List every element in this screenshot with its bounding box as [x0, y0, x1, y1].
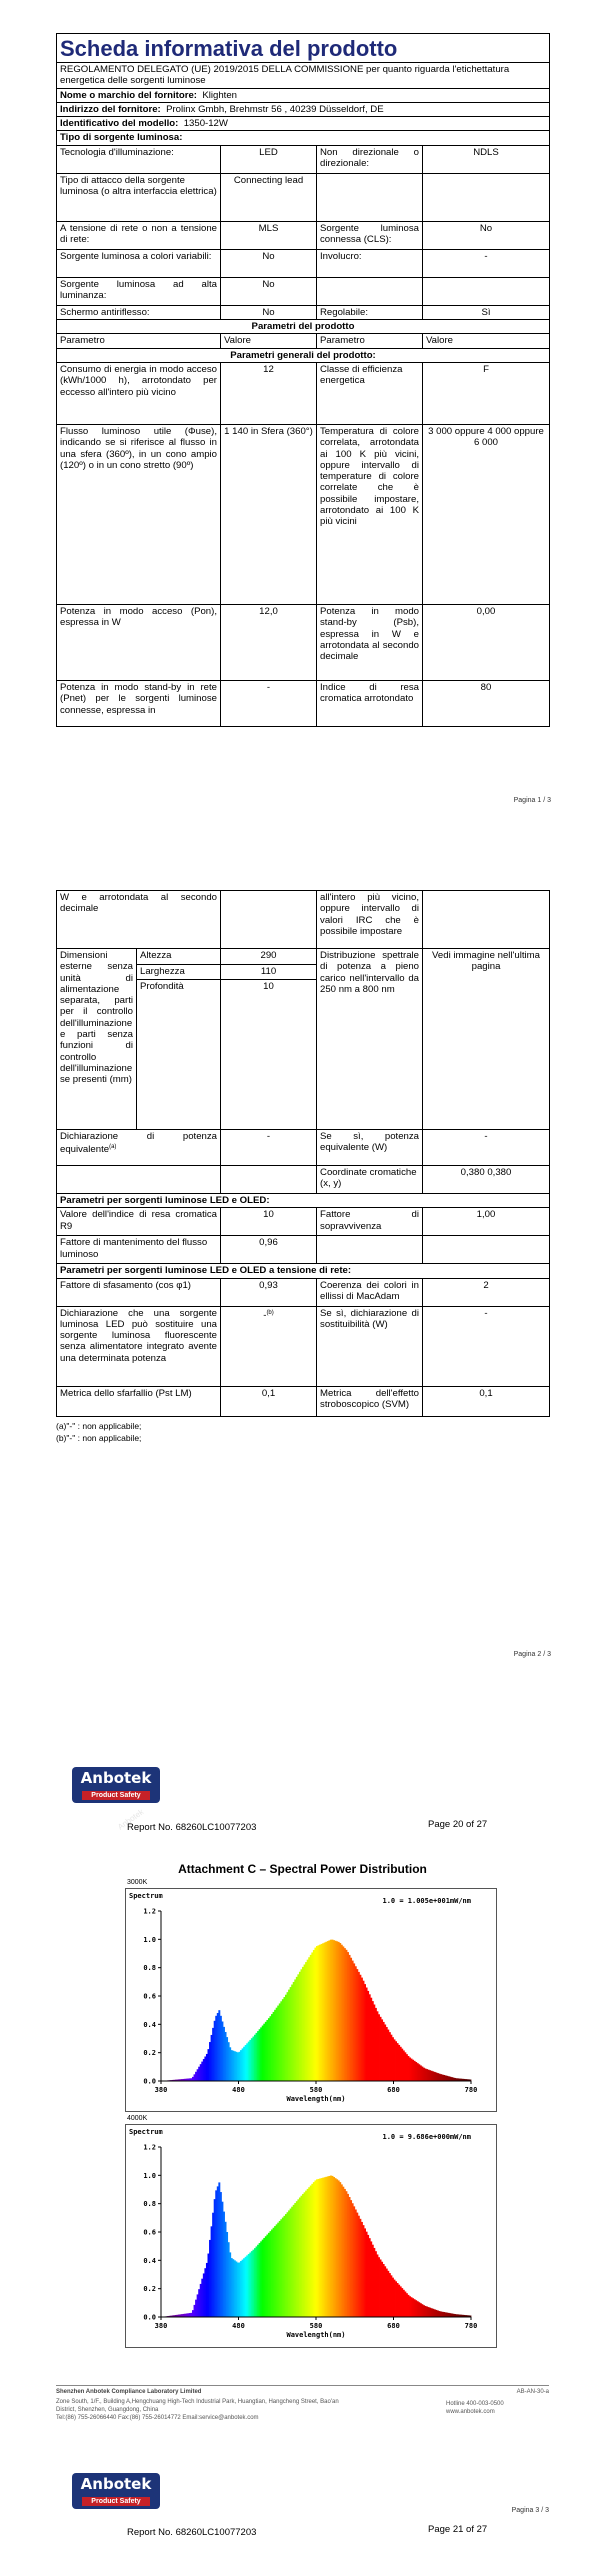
x-tick-label: 780 [464, 2086, 478, 2094]
r9-label: Valore dell'indice di resa cromatica R9 [57, 1208, 221, 1236]
logo-name-2: Anbotek [80, 2475, 152, 2493]
pnet-label: Potenza in modo stand-by in rete (Pnet) per le sorgenti luminose connesse, espressa in [57, 680, 221, 726]
y-tick-label: 0.4 [143, 2020, 156, 2029]
maintenance-value: 0,96 [221, 1236, 317, 1264]
antiglare-value: No [221, 305, 317, 319]
width-label: Larghezza [137, 964, 221, 980]
chroma-label: Coordinate cromatiche (x, y) [317, 1166, 423, 1194]
anbotek-logo [72, 1767, 160, 1803]
x-tick-label: 680 [387, 2086, 400, 2094]
footer-divider [56, 2385, 549, 2386]
spd-value: Vedi immagine nell'ultima pagina [423, 949, 550, 1130]
y-tick-label: 0.8 [143, 2200, 156, 2209]
cap-value: Connecting lead [221, 173, 317, 221]
colour-label: Sorgente luminosa a colori variabili: [57, 249, 221, 277]
x-axis-label: Wavelength(nm) [286, 2095, 346, 2103]
equivalent-power-value: - [221, 1130, 317, 1166]
logo-sub: Product Safety [82, 1791, 150, 1800]
page-title: Scheda informativa del prodotto [57, 34, 550, 63]
cri-label: Indice di resa cromatica arrotondato [317, 680, 423, 726]
doc-page-2 [0, 880, 603, 1680]
pnet-label-continued: W e arrotondata al secondo decimale [57, 891, 221, 949]
connected-value: No [423, 221, 550, 249]
lab-code: AB-AN-30-a [516, 2389, 549, 2395]
col-value-1: Valore [221, 334, 317, 348]
envelope-value: - [423, 249, 550, 277]
x-tick-label: 680 [387, 2322, 400, 2330]
address-row [57, 102, 550, 116]
page-number-1: Pagina 1 / 3 [513, 797, 551, 804]
watermark: Anbotek [116, 1807, 146, 1832]
mains-value: MLS [221, 221, 317, 249]
scale-note: 1.0 = 1.005e+001mW/nm [382, 1897, 471, 1905]
envelope-label: Involucro: [317, 249, 423, 277]
chart-2-label: 4000K [127, 2115, 148, 2122]
stroboscopic-value: 0,1 [423, 1386, 550, 1416]
antiglare-label: Schermo antiriflesso: [57, 305, 221, 319]
equivalent-power-text: Dichiarazione di potenza equivalente [60, 1131, 218, 1156]
dimmable-value: Sì [423, 305, 550, 319]
led-mains-params-heading: Parametri per sorgenti luminose LED e OLED a tensione di rete: [57, 1264, 550, 1278]
depth-label: Profondità [137, 980, 221, 1130]
footnote-b: (b)"-" : non applicabile; [56, 1432, 142, 1443]
dimensions-label: Dimensioni esterne senza unità di alimentazione separata, parti per il controllo dell'illuminazione e parti senza funzioni di controllo dell'illuminazione se presenti (mm) [57, 949, 137, 1130]
power-factor-value: 0,93 [221, 1278, 317, 1306]
cri-label-continued: all'intero più vicino, oppure intervallo di valori IRC che è possibile impostare [317, 891, 423, 949]
cct-label: Temperatura di colore correlata, arrotondata ai 100 K più vicini, oppure intervallo di temperature di colore correlate che è possibile impostare, arrotondato ai 100 K più vicini [317, 424, 423, 604]
flux-value: 1 140 in Sfera (360°) [221, 424, 317, 604]
tech-value: LED [221, 145, 317, 173]
flicker-value: 0,1 [221, 1386, 317, 1416]
mains-label: A tensione di rete o non a tensione di rete: [57, 221, 221, 249]
page-number-2: Pagina 2 / 3 [513, 1651, 551, 1658]
params-heading: Parametri del prodotto [57, 320, 550, 334]
product-sheet-part-2 [56, 890, 549, 1444]
product-info-table [56, 33, 550, 727]
scale-note: 1.0 = 9.686e+000mW/nm [382, 2133, 471, 2141]
x-tick-label: 480 [232, 2086, 245, 2094]
x-tick-label: 580 [309, 2086, 323, 2094]
lab-address: Zone South, 1/F., Building A,Hengchuang High-Tech Industrial Park, Huangtian, Hangcheng Street, Bao'an District, Shenzhen, Guangdong, China [56, 2399, 339, 2413]
x-tick-label: 380 [154, 2086, 168, 2094]
macadam-value: 2 [423, 1278, 550, 1306]
col-param-2: Parametro [317, 334, 423, 348]
macadam-label: Coerenza dei colori in ellissi di MacAdam [317, 1278, 423, 1306]
tech-label: Tecnologia d'illuminazione: [57, 145, 221, 173]
col-value-2: Valore [423, 334, 550, 348]
class-label: Classe di efficienza energetica [317, 362, 423, 424]
x-tick-label: 480 [232, 2322, 245, 2330]
supplier-label: Nome o marchio del fornitore: [60, 89, 197, 101]
high-luminance-value: No [221, 277, 317, 305]
page-number-3: Pagina 3 / 3 [511, 2507, 549, 2514]
product-sheet-part-1 [56, 33, 549, 727]
lab-contact: Tel:(86) 755-26066440 Fax:(86) 755-26014772 Email:service@anbotek.com [56, 2415, 259, 2421]
depth-value: 10 [221, 980, 317, 1130]
hotline: Hotline 400-003-0500 www.anbotek.com [446, 2401, 504, 2415]
spectrum-svg-3000k [126, 1889, 496, 2111]
pnet-value: - [221, 680, 317, 726]
footnote-a: (a)"-" : non applicabile; [56, 1420, 142, 1431]
address-value: Prolinx Gmbh, Brehmstr 56 , 40239 Düsseldorf, DE [166, 103, 384, 115]
high-luminance-label: Sorgente luminosa ad alta luminanza: [57, 277, 221, 305]
y-tick-label: 0.6 [143, 2228, 156, 2237]
logo-sub-2: Product Safety [82, 2497, 150, 2506]
led-params-heading: Parametri per sorgenti luminose LED e OLED: [57, 1194, 550, 1208]
supplier-row [57, 88, 550, 102]
replacement-value-text: - [263, 1309, 267, 1321]
nondir-label: Non direzionale o direzionale: [317, 145, 423, 173]
dimmable-label: Regolabile: [317, 305, 423, 319]
x-tick-label: 780 [464, 2322, 478, 2330]
spectrum-svg-4000k [126, 2125, 496, 2347]
replacement-value: -$^{(b)}$ [221, 1306, 317, 1386]
spectrum-chart-3000k [125, 1888, 497, 2112]
test-report [56, 1695, 549, 2560]
lab-name: Shenzhen Anbotek Compliance Laboratory Limited [56, 2389, 202, 2395]
flux-label: Flusso luminoso utile (Φuse), indicando se si riferisce al flusso in una sfera (360º), in un cono ampio (120º) o in un cono stretto (90º) [57, 424, 221, 604]
power-factor-label: Fattore di sfasamento (cos φ1) [57, 1278, 221, 1306]
replacement-w-value: - [423, 1306, 550, 1386]
chart-1-label: 3000K [127, 1879, 148, 1886]
y-tick-label: 0.6 [143, 1992, 156, 2001]
colour-value: No [221, 249, 317, 277]
replacement-w-label: Se sì, dichiarazione di sostituibilità (W) [317, 1306, 423, 1386]
model-value: 1350-12W [183, 118, 228, 130]
model-label: Identificativo del modello: [60, 118, 179, 130]
cct-value: 3 000 oppure 4 000 oppure 6 000 [423, 424, 550, 604]
y-tick-label: 0.8 [143, 1964, 156, 1973]
doc-page-1 [0, 0, 603, 820]
pon-label: Potenza in modo acceso (Pon), espressa in W [57, 604, 221, 680]
product-info-table-continued [56, 890, 550, 1417]
y-tick-label: 0.0 [143, 2077, 156, 2086]
stroboscopic-label: Metrica dell'effetto stroboscopico (SVM) [317, 1386, 423, 1416]
y-tick-label: 1.2 [143, 1907, 156, 1916]
spectrum-chart-4000k [125, 2124, 497, 2348]
y-tick-label: 1.2 [143, 2143, 156, 2152]
connected-label: Sorgente luminosa connessa (CLS): [317, 221, 423, 249]
y-tick-label: 0.4 [143, 2256, 156, 2265]
y-tick-label: 1.0 [143, 1935, 156, 1944]
report-page-2: Page 21 of 27 [428, 2524, 488, 2535]
y-tick-label: 0.0 [143, 2313, 156, 2322]
report-page: Page 20 of 27 [428, 1819, 488, 1830]
x-tick-label: 580 [309, 2322, 323, 2330]
flicker-label: Metrica dello sfarfallio (Pst LM) [57, 1386, 221, 1416]
y-tick-label: 1.0 [143, 2171, 156, 2180]
general-params-heading: Parametri generali del prodotto: [57, 348, 550, 362]
doc-page-3 [0, 1695, 603, 2560]
chroma-value: 0,380 0,380 [423, 1166, 550, 1194]
x-axis-label: Wavelength(nm) [286, 2331, 346, 2339]
address-label: Indirizzo del fornitore: [60, 103, 161, 115]
model-row [57, 117, 550, 131]
maintenance-label: Fattore di mantenimento del flusso luminoso [57, 1236, 221, 1264]
x-tick-label: 380 [154, 2322, 168, 2330]
r9-value: 10 [221, 1208, 317, 1236]
attachment-title: Attachment C – Spectral Power Distribution [178, 1862, 427, 1876]
logo-name: Anbotek [80, 1769, 152, 1787]
height-value: 290 [221, 949, 317, 965]
height-label: Altezza [137, 949, 221, 965]
psb-value: 0,00 [423, 604, 550, 680]
cap-label: Tipo di attacco della sorgente luminosa (o altra interfaccia elettrica) [57, 173, 221, 221]
psb-label: Potenza in modo stand-by (Psb), espressa in W e arrotondata al secondo decimale [317, 604, 423, 680]
energy-value: 12 [221, 362, 317, 424]
equivalent-w-label: Se sì, potenza equivalente (W) [317, 1130, 423, 1166]
cri-value: 80 [423, 680, 550, 726]
col-param-1: Parametro [57, 334, 221, 348]
panel-label: Spectrum [129, 2128, 163, 2136]
supplier-value: Klighten [202, 89, 238, 101]
source-type-heading: Tipo di sorgente luminosa: [57, 131, 550, 145]
spd-label: Distribuzione spettrale di potenza a pieno carico nell'intervallo da 250 nm a 800 nm [317, 949, 423, 1130]
equivalent-power-label: Dichiarazione di potenza equivalente$^{(a)}$ [57, 1130, 221, 1166]
nondir-value: NDLS [423, 145, 550, 173]
y-tick-label: 0.2 [143, 2049, 156, 2058]
class-value: F [423, 362, 550, 424]
energy-label: Consumo di energia in modo acceso (kWh/1000 h), arrotondato per eccesso all'intero più vicino [57, 362, 221, 424]
survival-label: Fattore di sopravvivenza [317, 1208, 423, 1236]
replacement-label: Dichiarazione che una sorgente luminosa LED può sostituire una sorgente luminosa fluorescente senza alimentatore integrato avente una determinata potenza [57, 1306, 221, 1386]
regulation-text: REGOLAMENTO DELEGATO (UE) 2019/2015 DELLA COMMISSIONE per quanto riguarda l'etichettatura energetica delle sorgenti luminose [57, 63, 550, 89]
width-value: 110 [221, 964, 317, 980]
panel-label: Spectrum [129, 1892, 163, 1900]
pon-value: 12,0 [221, 604, 317, 680]
anbotek-logo-2 [72, 2473, 160, 2509]
y-tick-label: 0.2 [143, 2285, 156, 2294]
report-number: Report No. 68260LC10077203 [127, 1822, 257, 1833]
report-number-2: Report No. 68260LC10077203 [127, 2527, 257, 2538]
survival-value: 1,00 [423, 1208, 550, 1236]
equivalent-w-value: - [423, 1130, 550, 1166]
